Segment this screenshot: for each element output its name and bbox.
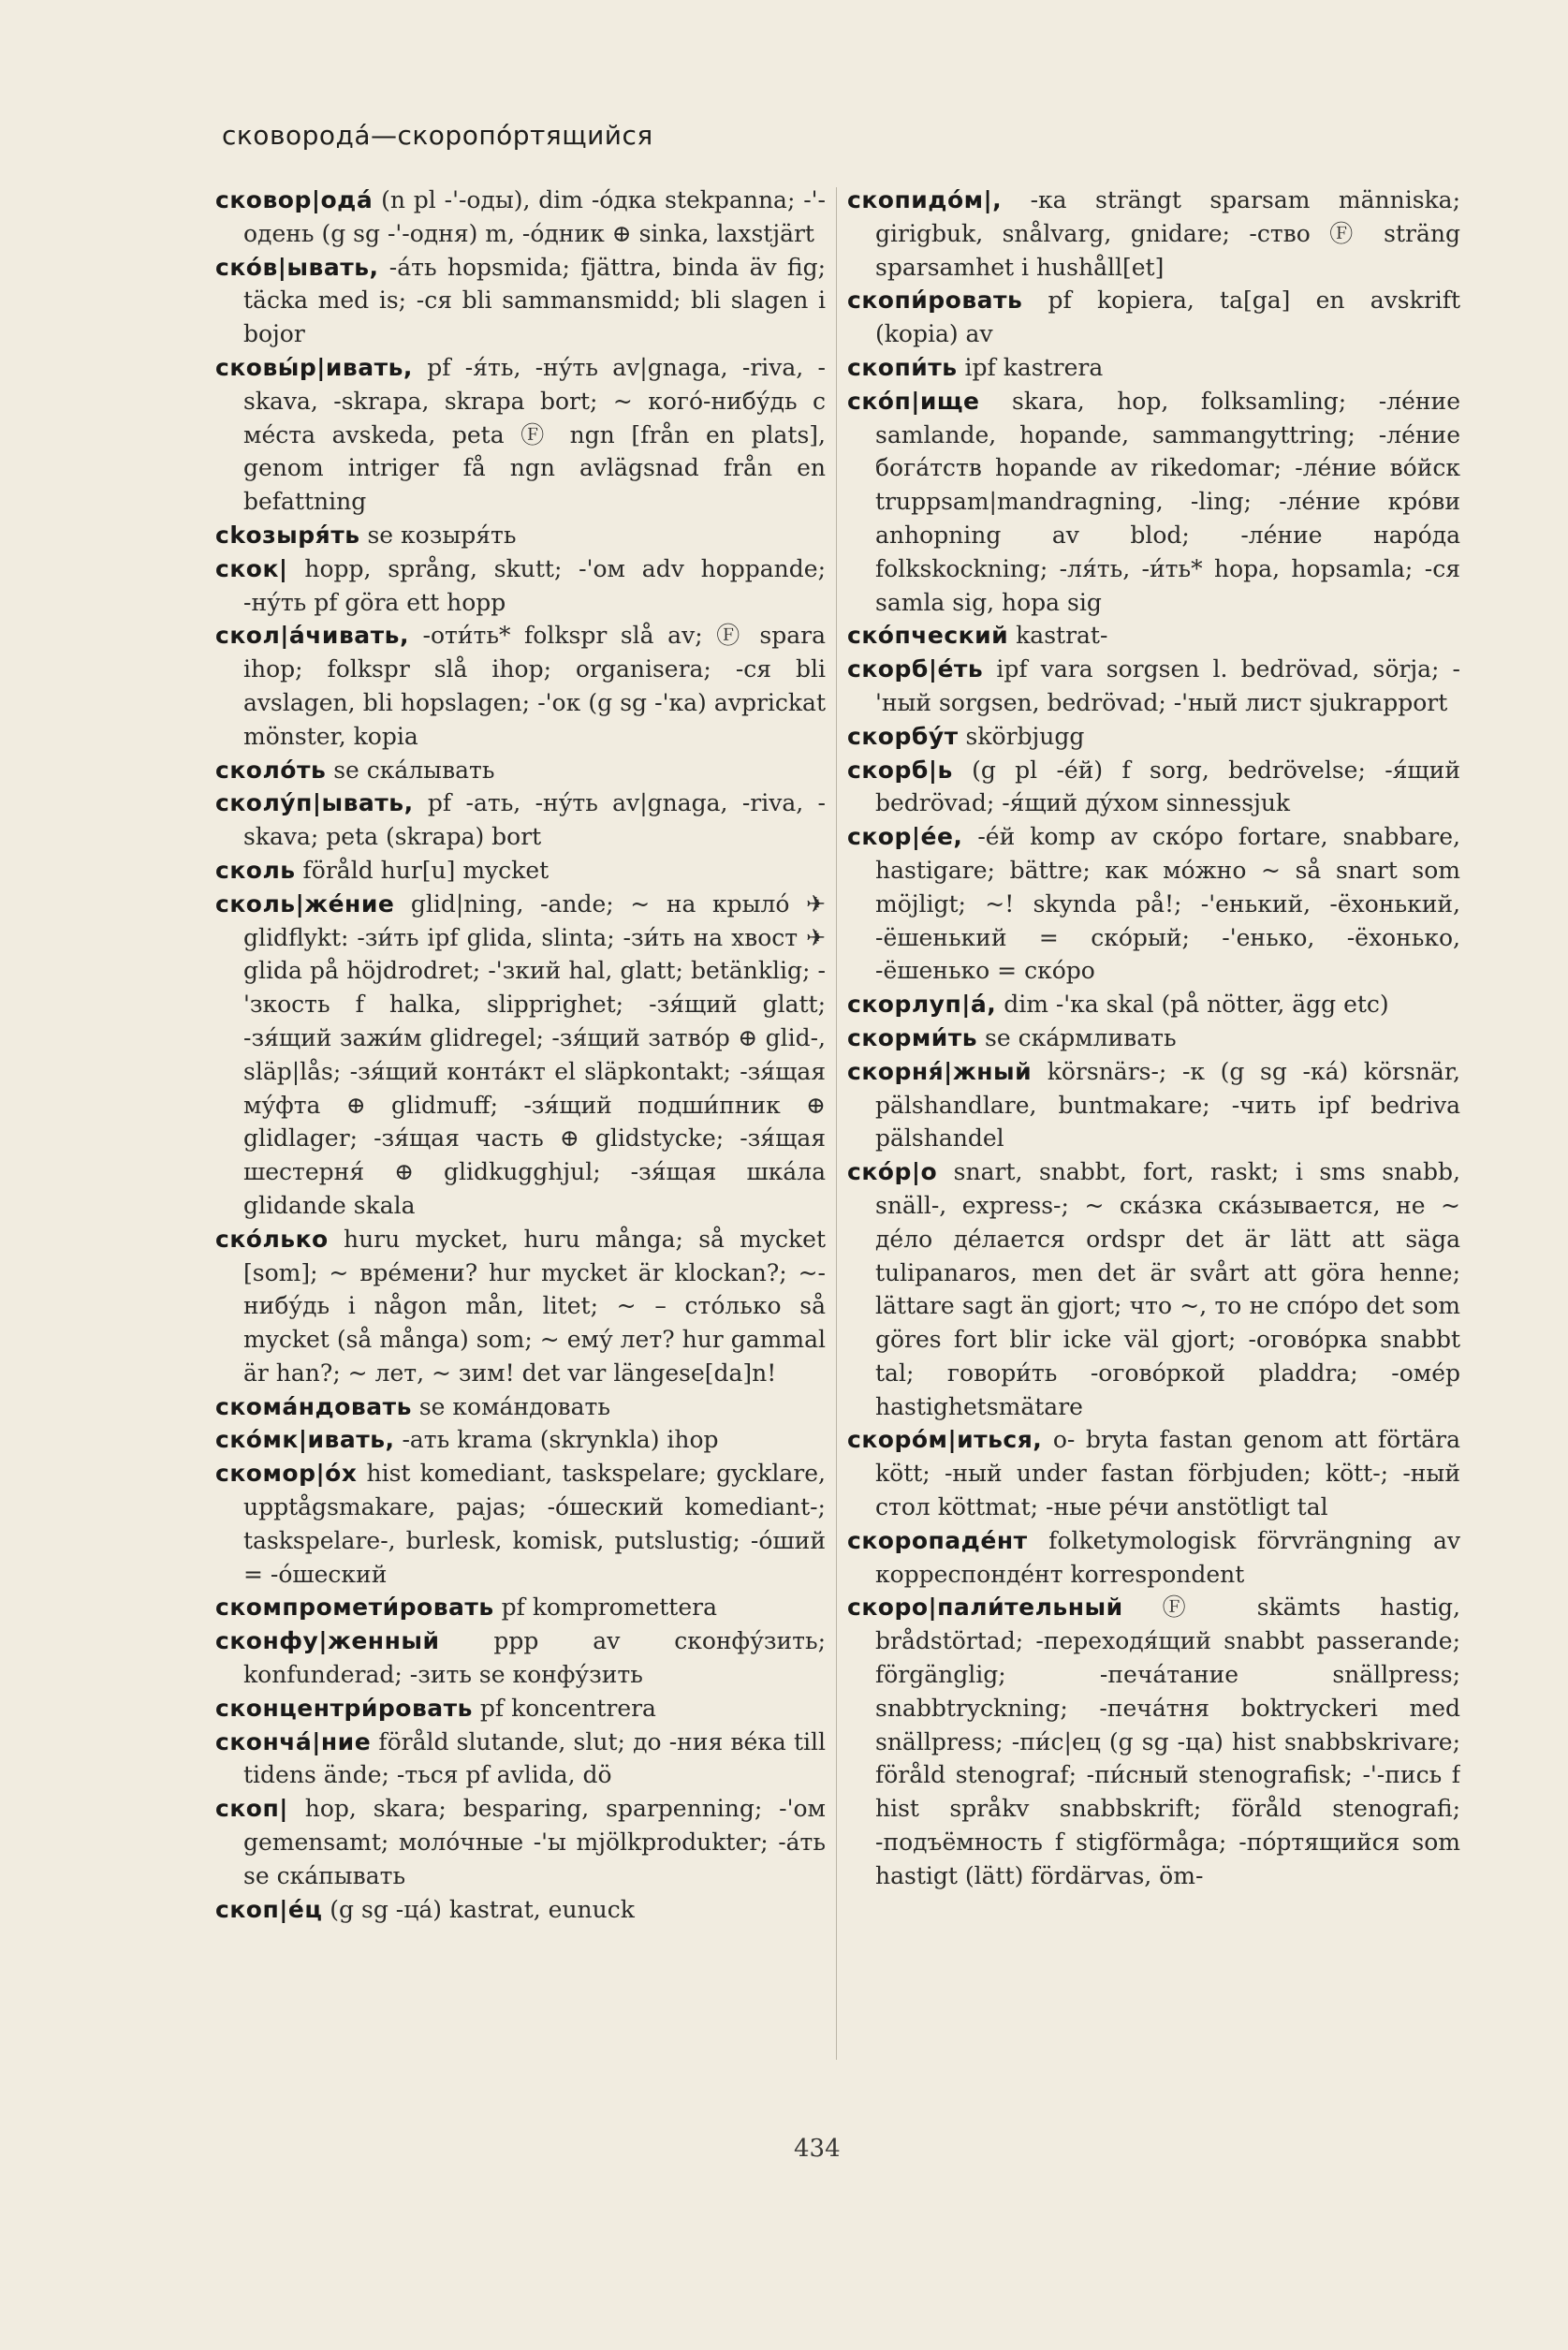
entry-definition: snart, snabbt, fort, raskt; i sms snabb, snäll-, express-; ~ ска́зка ска́зывается, не ~ де́ло де́лается ordspr det är lätt att säga tulipanaros, men det är svårt att göra henne; lättare sagt än gjort; что ~, то не спо́ро det som göres fort blir icke väl gjort; -огово́рка snabbt tal; говори́ть -огово́ркой pladdra; -оме́р hastighetsmätare xyxy=(875,1158,1460,1420)
entry-headword: ско́мк|ивать, xyxy=(215,1426,395,1454)
entry-headword: скопи́ровать xyxy=(847,286,1023,315)
dictionary-entry xyxy=(847,1021,1460,1055)
entry-headword: скомор|о́х xyxy=(215,1460,358,1488)
entry-headword: ско́в|ывать, xyxy=(215,253,379,281)
entry-headword: скоропаде́нт xyxy=(847,1526,1028,1554)
page-header-guide-words: сковорода́—скоропо́ртящийся xyxy=(222,120,653,151)
entry-headword: сколу́п|ывать, xyxy=(215,789,414,817)
dictionary-entry xyxy=(215,1390,826,1424)
dictionary-entry xyxy=(215,1591,826,1624)
dictionary-entry xyxy=(215,1726,826,1793)
dictionary-entry xyxy=(215,1893,826,1927)
dictionary-entry xyxy=(847,754,1460,821)
entry-headword: скорб|ь xyxy=(847,756,953,784)
dictionary-entry xyxy=(847,720,1460,754)
entry-headword: скоп|е́ц xyxy=(215,1895,323,1923)
dictionary-entry xyxy=(215,1423,826,1457)
entry-headword: сконцентри́ровать xyxy=(215,1694,473,1722)
entry-definition: -ать krama (skrynkla) ihop xyxy=(394,1426,719,1454)
dictionary-entry xyxy=(215,184,826,251)
dictionary-entry xyxy=(215,1624,826,1692)
entry-definition: skörbjugg xyxy=(958,722,1085,750)
dictionary-entry xyxy=(847,1155,1460,1423)
dictionary-entry xyxy=(847,1055,1460,1155)
entry-definition: hist komediant, taskspelare; gycklare, upptågsmakare, pajas; -о́шеский komediant-; taskspelare-, burlesk, komisk, putslustig; -о́ший = -о́шеский xyxy=(243,1460,826,1588)
entry-headword: скоро́м|иться, xyxy=(847,1426,1043,1454)
entry-definition: se кома́ндовать xyxy=(411,1392,610,1420)
entry-definition: pf -я́ть, -ну́ть av|gnaga, -riva, -skava, -skrapa, skrapa bort; ~ кого́-нибу́дь с ме́ста avskeda, peta Ⓕ ngn [från en plats], genom intriger få ngn avlägsnad från en befattning xyxy=(243,353,826,516)
dictionary-entry xyxy=(215,786,826,854)
dictionary-entry xyxy=(847,820,1460,988)
entry-definition: (g pl -е́й) f sorg, bedrövelse; -я́щий bedrövad; -я́щий ду́хом sinnessjuk xyxy=(875,756,1460,817)
entry-headword: сконфу|женный xyxy=(215,1627,440,1655)
entry-headword: сковы́р|ивать, xyxy=(215,353,413,381)
entry-definition: Ⓕ skämts hastig, brådstörtad; -переходя́щий snabbt passerande; förgänglig; -печа́тание snällpress; snabbtryckning; -печа́тня boktryckeri med snällpress; -пи́с|ец (g sg -ца) hist snabbskrivare; föråld stenograf; -пи́сный stenografisk; -'-пись f hist språkv snabbskrift; föråld stenografi; -подъёмность f stigförmåga; -по́ртящийся som hastigt (lätt) fördärvas, öm- xyxy=(875,1594,1460,1889)
entry-definition: se ска́рмливать xyxy=(977,1023,1177,1051)
entry-definition: (g sg -ца́) kastrat, eunuck xyxy=(322,1895,635,1923)
entry-headword: скомпромети́ровать xyxy=(215,1594,494,1622)
entry-definition: -оти́ть* folkspr slå av; Ⓕ spara ihop; folkspr slå ihop; organisera; -ся bli avslagen, bli hopslagen; -'ок (g sg -'ка) avprickat mönster, kopia xyxy=(243,622,826,750)
entry-definition: pf koncentrera xyxy=(472,1694,656,1722)
dictionary-entry xyxy=(215,251,826,351)
entry-definition: pf kompromettera xyxy=(493,1594,718,1622)
dictionary-entry xyxy=(215,552,826,620)
entry-definition: pf kopiera, ta[ga] en avskrift (kopia) av xyxy=(875,286,1460,348)
entry-headword: скор|е́е, xyxy=(847,823,963,851)
entry-headword: скома́ндовать xyxy=(215,1392,412,1420)
entry-headword: скорб|е́ть xyxy=(847,655,984,683)
entry-definition: skara, hop, folksamling; -ле́ние samlande, hopande, sammangyttring; -ле́ние бога́тств hopande av rikedomar; -ле́ние во́йск truppsam|mandragning, -ling; -ле́ние кро́ви anhopning av blod; -ле́ние наро́да folkskockning; -ля́ть, -и́ть* hopa, hopsamla; -ся samla sig, hopa sig xyxy=(875,387,1460,616)
entry-definition: föråld hur[u] mycket xyxy=(295,856,550,884)
dictionary-entry xyxy=(847,653,1460,720)
entry-headword: скорлуп|а́, xyxy=(847,991,997,1019)
entry-headword: скол|а́чивать, xyxy=(215,622,409,650)
entry-definition: ipf kastrera xyxy=(957,353,1104,381)
entry-headword: сколь xyxy=(215,856,296,884)
left-column xyxy=(215,184,826,2084)
dictionary-entry xyxy=(215,888,826,1223)
dictionary-entry xyxy=(847,184,1460,284)
dictionary-entry xyxy=(847,1423,1460,1523)
entry-definition: körsnärs-; -к (g sg -ка́) körsnär, pälshandlare, buntmakare; -чить ipf bedriva pälshandel xyxy=(875,1057,1460,1153)
entry-definition: ppp av сконфу́зить; konfunderad; -зить se конфу́зить xyxy=(243,1627,826,1689)
entry-headword: скорми́ть xyxy=(847,1023,978,1051)
entry-definition: folketymologisk förvrängning av корреспонде́нт korrespondent xyxy=(875,1526,1460,1588)
dictionary-entry xyxy=(847,284,1460,351)
entry-headword: ско́лько xyxy=(215,1225,329,1253)
entry-definition: -а́ть hopsmida; fjättra, binda äv fig; täcka med is; -ся bli sammansmidd; bli slagen i bojor xyxy=(243,253,826,348)
entry-definition: pf -ать, -ну́ть av|gnaga, -riva, -skava; peta (skrapa) bort xyxy=(243,789,826,851)
entry-headword: сkозыря́ть xyxy=(215,521,360,549)
entry-definition: hopp, språng, skutt; -'ом adv hoppande; -ну́ть pf göra ett hopp xyxy=(243,554,826,616)
dictionary-entry xyxy=(847,351,1460,385)
dictionary-entry xyxy=(215,1457,826,1591)
entry-headword: скорня́|жный xyxy=(847,1057,1033,1085)
dictionary-entry xyxy=(215,754,826,787)
entry-headword: скопидо́м|, xyxy=(847,186,1003,213)
dictionary-entry xyxy=(215,519,826,552)
entry-definition: -ка strängt sparsam människa; girigbuk, snålvarg, gnidare; -ство Ⓕ sträng sparsamhet i hushåll[et] xyxy=(875,186,1460,281)
entry-headword: сколо́ть xyxy=(215,756,327,784)
dictionary-entry xyxy=(215,854,826,888)
dictionary-entry xyxy=(215,351,826,519)
entry-definition: ipf vara sorgsen l. bedrövad, sörja; -'ный sorgsen, bedrövad; -'ный лист sjukrapport xyxy=(875,655,1460,716)
dictionary-entry xyxy=(847,1524,1460,1592)
page-number: 434 xyxy=(794,2135,841,2163)
dictionary-entry xyxy=(847,385,1460,620)
entry-headword: скок| xyxy=(215,554,288,582)
entry-headword: скоп| xyxy=(215,1795,288,1823)
entry-headword: скорбу́т xyxy=(847,722,959,750)
entry-headword: сковор|ода́ xyxy=(215,186,374,213)
entry-definition: kastrat- xyxy=(1008,622,1108,650)
dictionary-entry xyxy=(847,988,1460,1021)
dictionary-entry xyxy=(215,1692,826,1726)
entry-headword: скоро|пали́тельный xyxy=(847,1594,1123,1622)
entry-definition: se ска́лывать xyxy=(326,756,495,784)
right-column xyxy=(847,184,1460,2084)
dictionary-entry xyxy=(215,1223,826,1390)
entry-definition: glid|ning, -ande; ~ на крыло́ ✈ glidflykt: -зи́ть ipf glida, slinta; -зи́ть на хвост ✈ glida på höjdrodret; -'зкий hal, glatt; betänklig; -'зкость f halka, slipprighet; -зя́щий glatt; -зя́щий зажи́м glidregel; -зя́щий затво́р ⊕ glid-, släp|lås; -зя́щий конта́кт el släpkontakt; -зя́щая му́фта ⊕ glidmuff; -зя́щий подши́пник ⊕ glidlager; -зя́щая часть ⊕ glidstycke; -зя́щая шестерня́ ⊕ glidkugghjul; -зя́щая шка́ла glidande skala xyxy=(243,889,826,1219)
dictionary-entry xyxy=(847,619,1460,653)
dictionary-entry xyxy=(215,1792,826,1892)
entry-definition: hop, skara; besparing, sparpenning; -'ом gemensamt; моло́чные -'ы mjölkprodukter; -а́ть se ска́пывать xyxy=(243,1795,826,1889)
entry-headword: ско́пческий xyxy=(847,622,1009,650)
entry-definition: se козыря́ть xyxy=(359,521,517,549)
entry-headword: ско́п|ище xyxy=(847,387,980,415)
entry-definition: huru mycket, huru många; så mycket [som]; ~ вре́мени? hur mycket är klockan?; ~-нибу́дь i någon mån, litet; ~ – сто́лько så mycket (så många) som; ~ ему́ лет? hur gammal är han?; ~ лет, ~ зим! det var längese[da]n! xyxy=(243,1225,826,1387)
entry-headword: сконча́|ние xyxy=(215,1727,372,1755)
dictionary-entry xyxy=(847,1591,1460,1892)
entry-headword: ско́р|о xyxy=(847,1158,938,1186)
entry-definition: föråld slutande, slut; до -ния ве́ка till tidens ände; -ться pf avlida, dö xyxy=(243,1727,826,1789)
entry-definition: (n pl -'-оды), dim -о́дка stekpanna; -'-одень (g sg -'-одня) m, -о́дник ⊕ sinka, laxstjärt xyxy=(243,186,826,247)
column-divider xyxy=(836,187,837,2060)
entry-definition: -е́й komp av ско́ро fortare, snabbare, hastigare; bättre; как мо́жно ~ så snart som möjligt; ~! skynda på!; -'енький, -ёхонький, -ёшенький = ско́рый; -'енько, -ёхонько, -ёшенько = ско́ро xyxy=(875,823,1460,985)
entry-definition: dim -'ка skal (på nötter, ägg etc) xyxy=(996,991,1389,1019)
dictionary-entry xyxy=(215,619,826,753)
entry-headword: сколь|же́ние xyxy=(215,889,395,918)
entry-definition: о- bryta fastan genom att förtära kött; -ный under fastan förbjuden; kött-; -ный стол köttmat; -ные ре́чи anstötligt tal xyxy=(875,1426,1460,1521)
entry-headword: скопи́ть xyxy=(847,353,958,381)
